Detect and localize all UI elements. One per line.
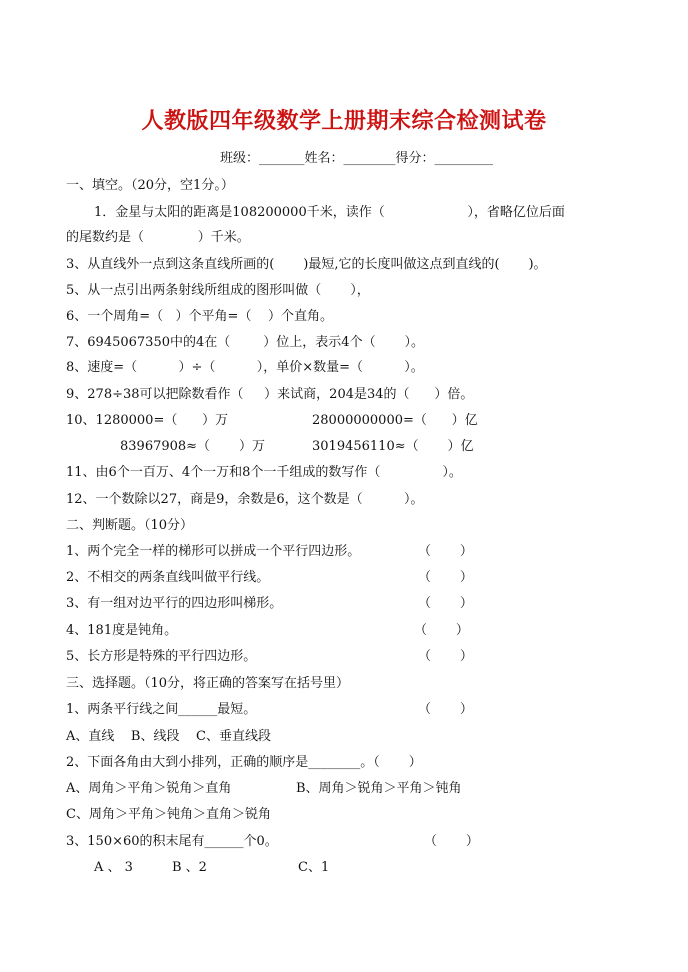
judge-item-2: 2、不相交的两条直线叫做平行线。	[66, 570, 270, 585]
choice-option-3a: A 、 3	[94, 860, 133, 875]
question-10-d: 3019456110≈（ ）亿	[312, 439, 474, 454]
judge-item-1: 1、两个完全一样的梯形可以拼成一个平行四边形。	[66, 544, 361, 559]
judge-answer-box-3: （ ）	[418, 596, 473, 611]
choice-question-3: 3、150×60的积末尾有______个0。	[66, 834, 278, 849]
question-7: 7、6945067350中的4在（ ）位上，表示4个（ ）。	[66, 335, 425, 350]
choice-options-1: A、直线 B、线段 C、垂直线段	[66, 729, 271, 744]
question-3: 3、从直线外一点到这条直线所画的( )最短,它的长度叫做这点到直线的( )。	[66, 257, 547, 272]
question-1-line2: 的尾数约是（ ）千米。	[66, 230, 250, 245]
question-11: 11、由6个一百万、4个一万和8个一千组成的数写作（ ）。	[66, 465, 462, 480]
choice-option-3b: B 、2	[172, 860, 207, 875]
student-info: 班级：_______姓名：________得分：_________	[220, 151, 494, 166]
choice-answer-box-3: （ ）	[424, 834, 479, 849]
question-10-b: 28000000000=（ ）亿	[312, 413, 478, 428]
question-9: 9、278÷38可以把除数看作（ ）来试商，204是34的（ ）倍。	[66, 387, 474, 402]
judge-item-5: 5、长方形是特殊的平行四边形。	[66, 649, 257, 664]
choice-option-2b: B、周角＞锐角＞平角＞钝角	[296, 781, 462, 796]
choice-option-2a: A、周角＞平角＞锐角＞直角	[66, 781, 232, 796]
question-8: 8、速度=（ ）÷（ ），单价×数量=（ ）。	[66, 360, 424, 375]
section1-header: 一、填空。（20分，空1分。）	[66, 178, 234, 193]
question-12: 12、一个数除以27，商是9，余数是6，这个数是（ ）。	[66, 492, 424, 507]
choice-question-2: 2、下面各角由大到小排列，正确的顺序是________。（ ）	[66, 755, 422, 770]
section2-header: 二、判断题。（10分）	[66, 518, 194, 533]
choice-option-2c: C、周角＞平角＞钝角＞直角＞锐角	[66, 807, 271, 822]
judge-answer-box-4: （ ）	[414, 623, 469, 638]
choice-question-1: 1、两条平行线之间______最短。	[66, 702, 257, 717]
section3-header: 三、选择题。（10分，将正确的答案写在括号里）	[66, 676, 350, 691]
judge-item-3: 3、有一组对边平行的四边形叫梯形。	[66, 596, 283, 611]
judge-item-4: 4、181度是钝角。	[66, 623, 178, 638]
page-title: 人教版四年级数学上册期末综合检测试卷	[141, 108, 547, 134]
choice-answer-box-1: （ ）	[418, 702, 473, 717]
judge-answer-box-2: （ ）	[418, 570, 473, 585]
question-5: 5、从一点引出两条射线所组成的图形叫做（ ），	[66, 283, 370, 298]
judge-answer-box-1: （ ）	[418, 544, 473, 559]
question-10-a: 10、1280000=（ ）万	[66, 413, 229, 428]
judge-answer-box-5: （ ）	[418, 649, 473, 664]
question-6: 6、一个周角=（ ）个平角=（ ）个直角。	[66, 309, 333, 324]
question-10-c: 83967908≈（ ）万	[120, 439, 265, 454]
choice-option-3c: C、1	[298, 860, 330, 875]
question-1-line1: 1．金星与太阳的距离是108200000千米，读作（ ），省略亿位后面	[94, 205, 565, 220]
